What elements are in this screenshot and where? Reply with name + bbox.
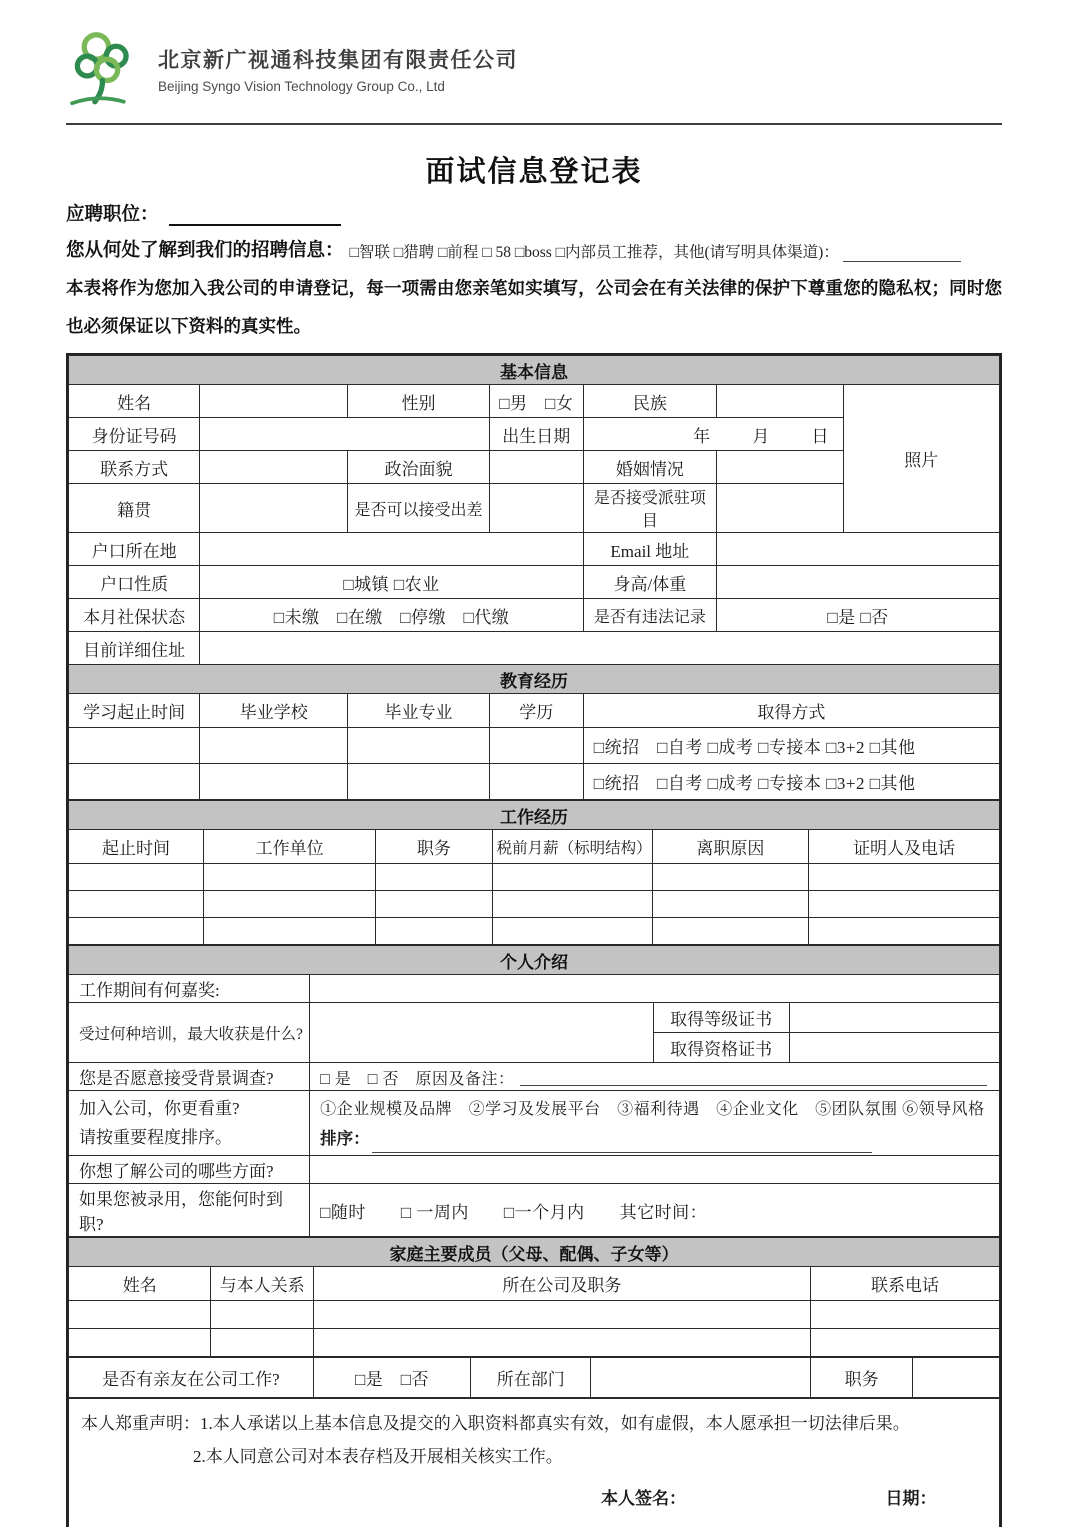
family-name-input-cell[interactable] [69,1301,211,1329]
family-col-name: 姓名 [69,1267,211,1301]
family-relation-input-cell[interactable] [211,1301,313,1329]
photo-placeholder: 照片 [843,385,999,533]
cert-level-label: 取得等级证书 [653,1003,789,1033]
relative-post-input-cell[interactable] [913,1358,1000,1398]
business-travel-input-cell[interactable] [489,484,583,533]
training-label: 受过何种培训，最大收获是什么? [69,1003,310,1063]
work-company-input-cell[interactable] [203,864,375,891]
relatives-in-company-label: 是否有亲友在公司工作? [69,1358,314,1398]
company-value-question: 加入公司，你更看重? [79,1099,240,1119]
work-time-input-cell[interactable] [69,864,204,891]
work-company-input-cell[interactable] [203,918,375,945]
section-work-experience: 工作经历 [69,801,1000,830]
birth-month-label: 月 [752,426,770,446]
cert-qualification-input-cell[interactable] [789,1033,999,1063]
form-title: 面试信息登记表 [425,156,643,188]
family-relation-input-cell[interactable] [211,1329,313,1357]
name-input-cell[interactable] [200,385,348,418]
work-reference-input-cell[interactable] [809,918,1000,945]
award-input-cell[interactable] [310,975,1000,1003]
work-reason-input-cell[interactable] [652,864,808,891]
work-reference-input-cell[interactable] [809,891,1000,918]
company-value-options: ①企业规模及品牌 ②学习及发展平台 ③福利待遇 ④企业文化 ⑤团队氛围 ⑥领导风格 [320,1100,985,1118]
company-value-label [69,1091,310,1156]
birth-year-label: 年 [693,426,711,446]
birth-date-input-cell[interactable] [583,418,843,451]
height-weight-label: 身高/体重 [583,566,716,599]
current-address-label: 目前详细住址 [69,632,200,665]
work-col-company: 工作单位 [203,830,375,864]
business-travel-label: 是否可以接受出差 [348,484,490,533]
family-members-table [68,1237,1000,1357]
edu-major-input-cell[interactable] [348,728,490,764]
department-label: 所在部门 [471,1358,591,1398]
contact-label: 联系方式 [69,451,200,484]
edu-col-degree: 学历 [489,694,583,728]
signature-label: 本人签名： [601,1488,686,1508]
illegal-record-label: 是否有违法记录 [583,599,716,632]
know-company-input-cell[interactable] [310,1156,1000,1184]
work-position-input-cell[interactable] [376,864,492,891]
residence-input-cell[interactable] [200,533,584,566]
family-col-company: 所在公司及职务 [313,1267,810,1301]
family-col-phone: 联系电话 [811,1267,1000,1301]
name-label: 姓名 [69,385,200,418]
company-name-en: Beijing Syngo Vision Technology Group Co., Ltd [158,78,445,94]
native-place-input-cell[interactable] [200,484,348,533]
work-experience-table [68,800,1000,945]
cert-qualification-label: 取得资格证书 [653,1033,789,1063]
political-status-label: 政治面貌 [348,451,490,484]
edu-method-checkboxes[interactable]: □统招 □自考 □成考 □专接本 □3+2 □其他 [583,764,999,800]
form-body [66,353,1002,1527]
ethnicity-label: 民族 [583,385,716,418]
basic-info-table [68,355,1000,800]
tree-logo-icon [66,24,142,113]
source-line [66,236,1002,262]
work-salary-input-cell[interactable] [492,918,652,945]
social-security-label: 本月社保状态 [69,599,200,632]
section-personal-intro: 个人介绍 [69,946,1000,975]
position-line [66,200,1002,226]
privacy-notice: 本表将作为您加入我公司的申请登记，每一项需由您亲笔如实填写，公司会在有关法律的保护下尊重您的隐私权；同时您也必须保证以下资料的真实性。 [66,278,1002,336]
declaration-line-2: 2.本人同意公司对本表存档及开展相关核实工作。 [193,1447,563,1467]
relatives-row-table [68,1357,1000,1398]
family-company-input-cell[interactable] [313,1329,810,1357]
dispatch-project-label: 是否接受派驻项目 [583,484,716,533]
section-family-members: 家庭主要成员（父母、配偶、子女等） [69,1238,1000,1267]
family-name-input-cell[interactable] [69,1329,211,1357]
edu-major-input-cell[interactable] [348,764,490,800]
email-input-cell[interactable] [716,533,999,566]
family-phone-input-cell[interactable] [811,1329,1000,1357]
position-label: 应聘职位： [66,203,159,224]
edu-col-major: 毕业专业 [348,694,490,728]
family-company-input-cell[interactable] [313,1301,810,1329]
birth-day-label: 日 [811,426,829,446]
native-place-label: 籍贯 [69,484,200,533]
personal-intro-table [68,945,1000,1237]
department-input-cell[interactable] [591,1358,811,1398]
id-number-input-cell[interactable] [200,418,490,451]
residence-label: 户口所在地 [69,533,200,566]
dispatch-project-input-cell[interactable] [716,484,843,533]
brand-header [66,24,1002,125]
marital-status-label: 婚姻情况 [583,451,716,484]
award-label: 工作期间有何嘉奖: [69,975,310,1003]
work-reason-input-cell[interactable] [652,918,808,945]
declaration-line-1: 本人郑重声明：1.本人承诺以上基本信息及提交的入职资料都真实有效，如有虚假，本人愿承担一切法律后果。 [81,1414,910,1434]
work-col-salary: 税前月薪（标明结构） [492,830,652,864]
work-salary-input-cell[interactable] [492,864,652,891]
id-number-label: 身份证号码 [69,418,200,451]
know-company-label: 你想了解公司的哪些方面? [69,1156,310,1184]
declaration-cell [69,1399,1000,1527]
work-time-input-cell[interactable] [69,918,204,945]
source-label: 您从何处了解到我们的招聘信息： [66,239,344,260]
company-value-sort-hint: 请按重要程度排序。 [79,1128,232,1148]
work-reference-input-cell[interactable] [809,864,1000,891]
relatives-in-company-checkboxes[interactable]: □是 □否 [313,1358,470,1398]
gender-label: 性别 [348,385,490,418]
political-status-input-cell[interactable] [489,451,583,484]
edu-col-time: 学习起止时间 [69,694,200,728]
work-reason-input-cell[interactable] [652,891,808,918]
rank-blank-line[interactable] [372,1132,872,1153]
onboard-time-checkboxes[interactable]: □随时 □ 一周内 □一个月内 其它时间： [310,1184,1000,1237]
work-time-input-cell[interactable] [69,891,204,918]
work-company-input-cell[interactable] [203,891,375,918]
work-col-time: 起止时间 [69,830,204,864]
training-input-cell[interactable] [310,1003,654,1063]
birth-date-label: 出生日期 [489,418,583,451]
edu-degree-input-cell[interactable] [489,764,583,800]
background-reason-blank-line[interactable] [520,1065,987,1086]
family-phone-input-cell[interactable] [811,1301,1000,1329]
current-address-input-cell[interactable] [200,632,1000,665]
edu-col-method: 取得方式 [583,694,999,728]
background-check-label: 您是否愿意接受背景调查? [69,1063,310,1091]
edu-time-input-cell[interactable] [69,728,200,764]
hukou-type-checkboxes[interactable]: □城镇 □农业 [200,566,584,599]
height-weight-input-cell[interactable] [716,566,999,599]
marital-status-input-cell[interactable] [716,451,843,484]
cert-level-input-cell[interactable] [789,1003,999,1033]
onboard-time-label: 如果您被录用，您能何时到职? [69,1184,310,1237]
edu-school-input-cell[interactable] [200,728,348,764]
ethnicity-input-cell[interactable] [716,385,843,418]
family-col-relation: 与本人关系 [211,1267,313,1301]
rank-label: 排序： [320,1129,370,1148]
work-col-reason: 离职原因 [652,830,808,864]
background-check-checkboxes[interactable]: □ 是 □ 否 原因及备注： [320,1070,515,1088]
work-position-input-cell[interactable] [376,918,492,945]
position-blank-line[interactable] [169,204,341,226]
section-education: 教育经历 [69,665,1000,694]
source-options-checkboxes[interactable]: □智联 □猎聘 □前程 □ 58 □boss □内部员工推荐，其他(请写明具体渠道)： [349,244,839,261]
email-label: Email 地址 [583,533,716,566]
social-security-checkboxes[interactable]: □未缴 □在缴 □停缴 □代缴 [200,599,584,632]
section-basic-info: 基本信息 [69,356,1000,385]
hukou-type-label: 户口性质 [69,566,200,599]
edu-col-school: 毕业学校 [200,694,348,728]
illegal-record-checkboxes[interactable]: □是 □否 [716,599,999,632]
work-col-position: 职务 [376,830,492,864]
edu-time-input-cell[interactable] [69,764,200,800]
contact-input-cell[interactable] [200,451,348,484]
work-col-reference: 证明人及电话 [809,830,1000,864]
company-name-cn: 北京新广视通科技集团有限责任公司 [158,48,518,72]
date-label: 日期： [885,1488,937,1508]
work-position-input-cell[interactable] [376,891,492,918]
edu-degree-input-cell[interactable] [489,728,583,764]
edu-method-checkboxes[interactable]: □统招 □自考 □成考 □专接本 □3+2 □其他 [583,728,999,764]
work-salary-input-cell[interactable] [492,891,652,918]
source-other-blank-line[interactable] [843,241,961,262]
gender-checkboxes[interactable]: □男 □女 [489,385,583,418]
declaration-table [68,1398,1000,1527]
edu-school-input-cell[interactable] [200,764,348,800]
relative-post-label: 职务 [810,1358,912,1398]
